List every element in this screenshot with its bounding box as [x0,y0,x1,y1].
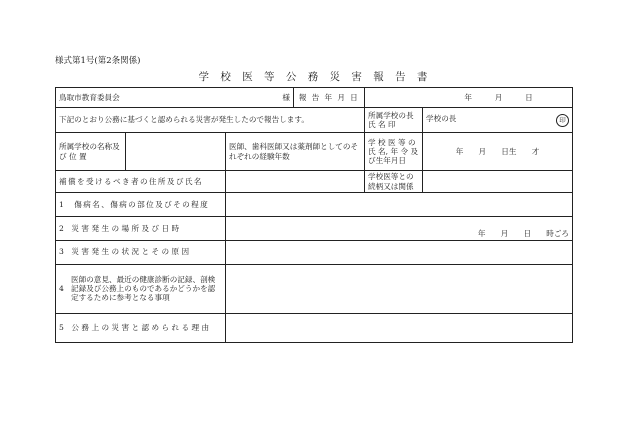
career-label: 医師、歯科医師又は薬剤師としてのそれぞれの経験年数 [226,133,365,171]
form-title: 学 校 医 等 公 務 災 害 報 告 書 [198,71,432,83]
place-datetime-label: 2 災 害 発 生 の 場 所 及 び 日 時 [56,217,226,240]
person-label: 学 校 医 等 の 氏 名, 年 令 及び生年月日 [365,133,423,171]
report-date-value: 年 月 日 [464,92,533,102]
row-place-datetime [56,217,573,240]
reference-field[interactable] [226,264,573,313]
school-head-field[interactable] [423,108,573,133]
datetime-value: 年 月 日 時ごろ [477,229,570,239]
addressee-cell [56,88,294,108]
school-label: 所属学校の名称及 び 位 置 [56,133,126,171]
statement-text: 下記のとおり公務に基づくと認められる災害が発生したので報告します。 [56,108,365,133]
reason-field[interactable] [226,313,573,342]
row-addressee [56,88,573,108]
compensated-field[interactable] [226,171,365,193]
row-circumstances [56,240,573,264]
injury-field[interactable] [226,193,573,217]
reference-label-cell [56,264,226,313]
report-date-label: 報 告 年 月 日 [294,88,365,108]
seal-icon: 印 [556,114,569,127]
relation-label: 学校医等との続柄又は関係 [365,171,423,193]
row-reference [56,264,573,313]
school-head-value: 学校の長 [426,113,457,123]
injury-label: 1 傷病名、傷病の部位及びその程度 [56,193,226,217]
addressee-text: 鳥取市教育委員会 [59,92,120,102]
row-reason [56,313,573,342]
reference-label: 医師の意見、最近の健康診断の記録、剖検記録及び公務上のものであるかどうかを認定するために参考となる事項 [71,274,216,303]
reference-number: 4 [59,284,64,293]
reason-label: 5 公 務 上 の 災 害 と 認 め ら れ る 理 由 [56,313,226,342]
row-school-info [56,133,573,171]
row-statement [56,108,573,133]
circumstances-field[interactable] [226,240,573,264]
school-head-label: 所属学校の長 氏 名 印 [365,108,423,133]
circumstances-label: 3 災 害 発 生 の 状 況 と そ の 原 因 [56,240,226,264]
report-form-table [55,87,573,343]
birth-value: 年 月 日生 才 [455,147,540,156]
relation-field[interactable] [423,171,573,193]
compensated-label: 補償を受けるべき者の住所及び氏名 [56,171,226,193]
form-number: 様式第1号(第2条関係) [55,56,141,66]
sama-text: 様 [282,92,291,102]
row-compensated [56,171,573,193]
school-field[interactable] [126,133,226,171]
birth-field[interactable] [423,133,573,171]
place-datetime-field[interactable] [226,217,573,240]
report-date-field[interactable] [365,88,573,108]
row-injury [56,193,573,217]
